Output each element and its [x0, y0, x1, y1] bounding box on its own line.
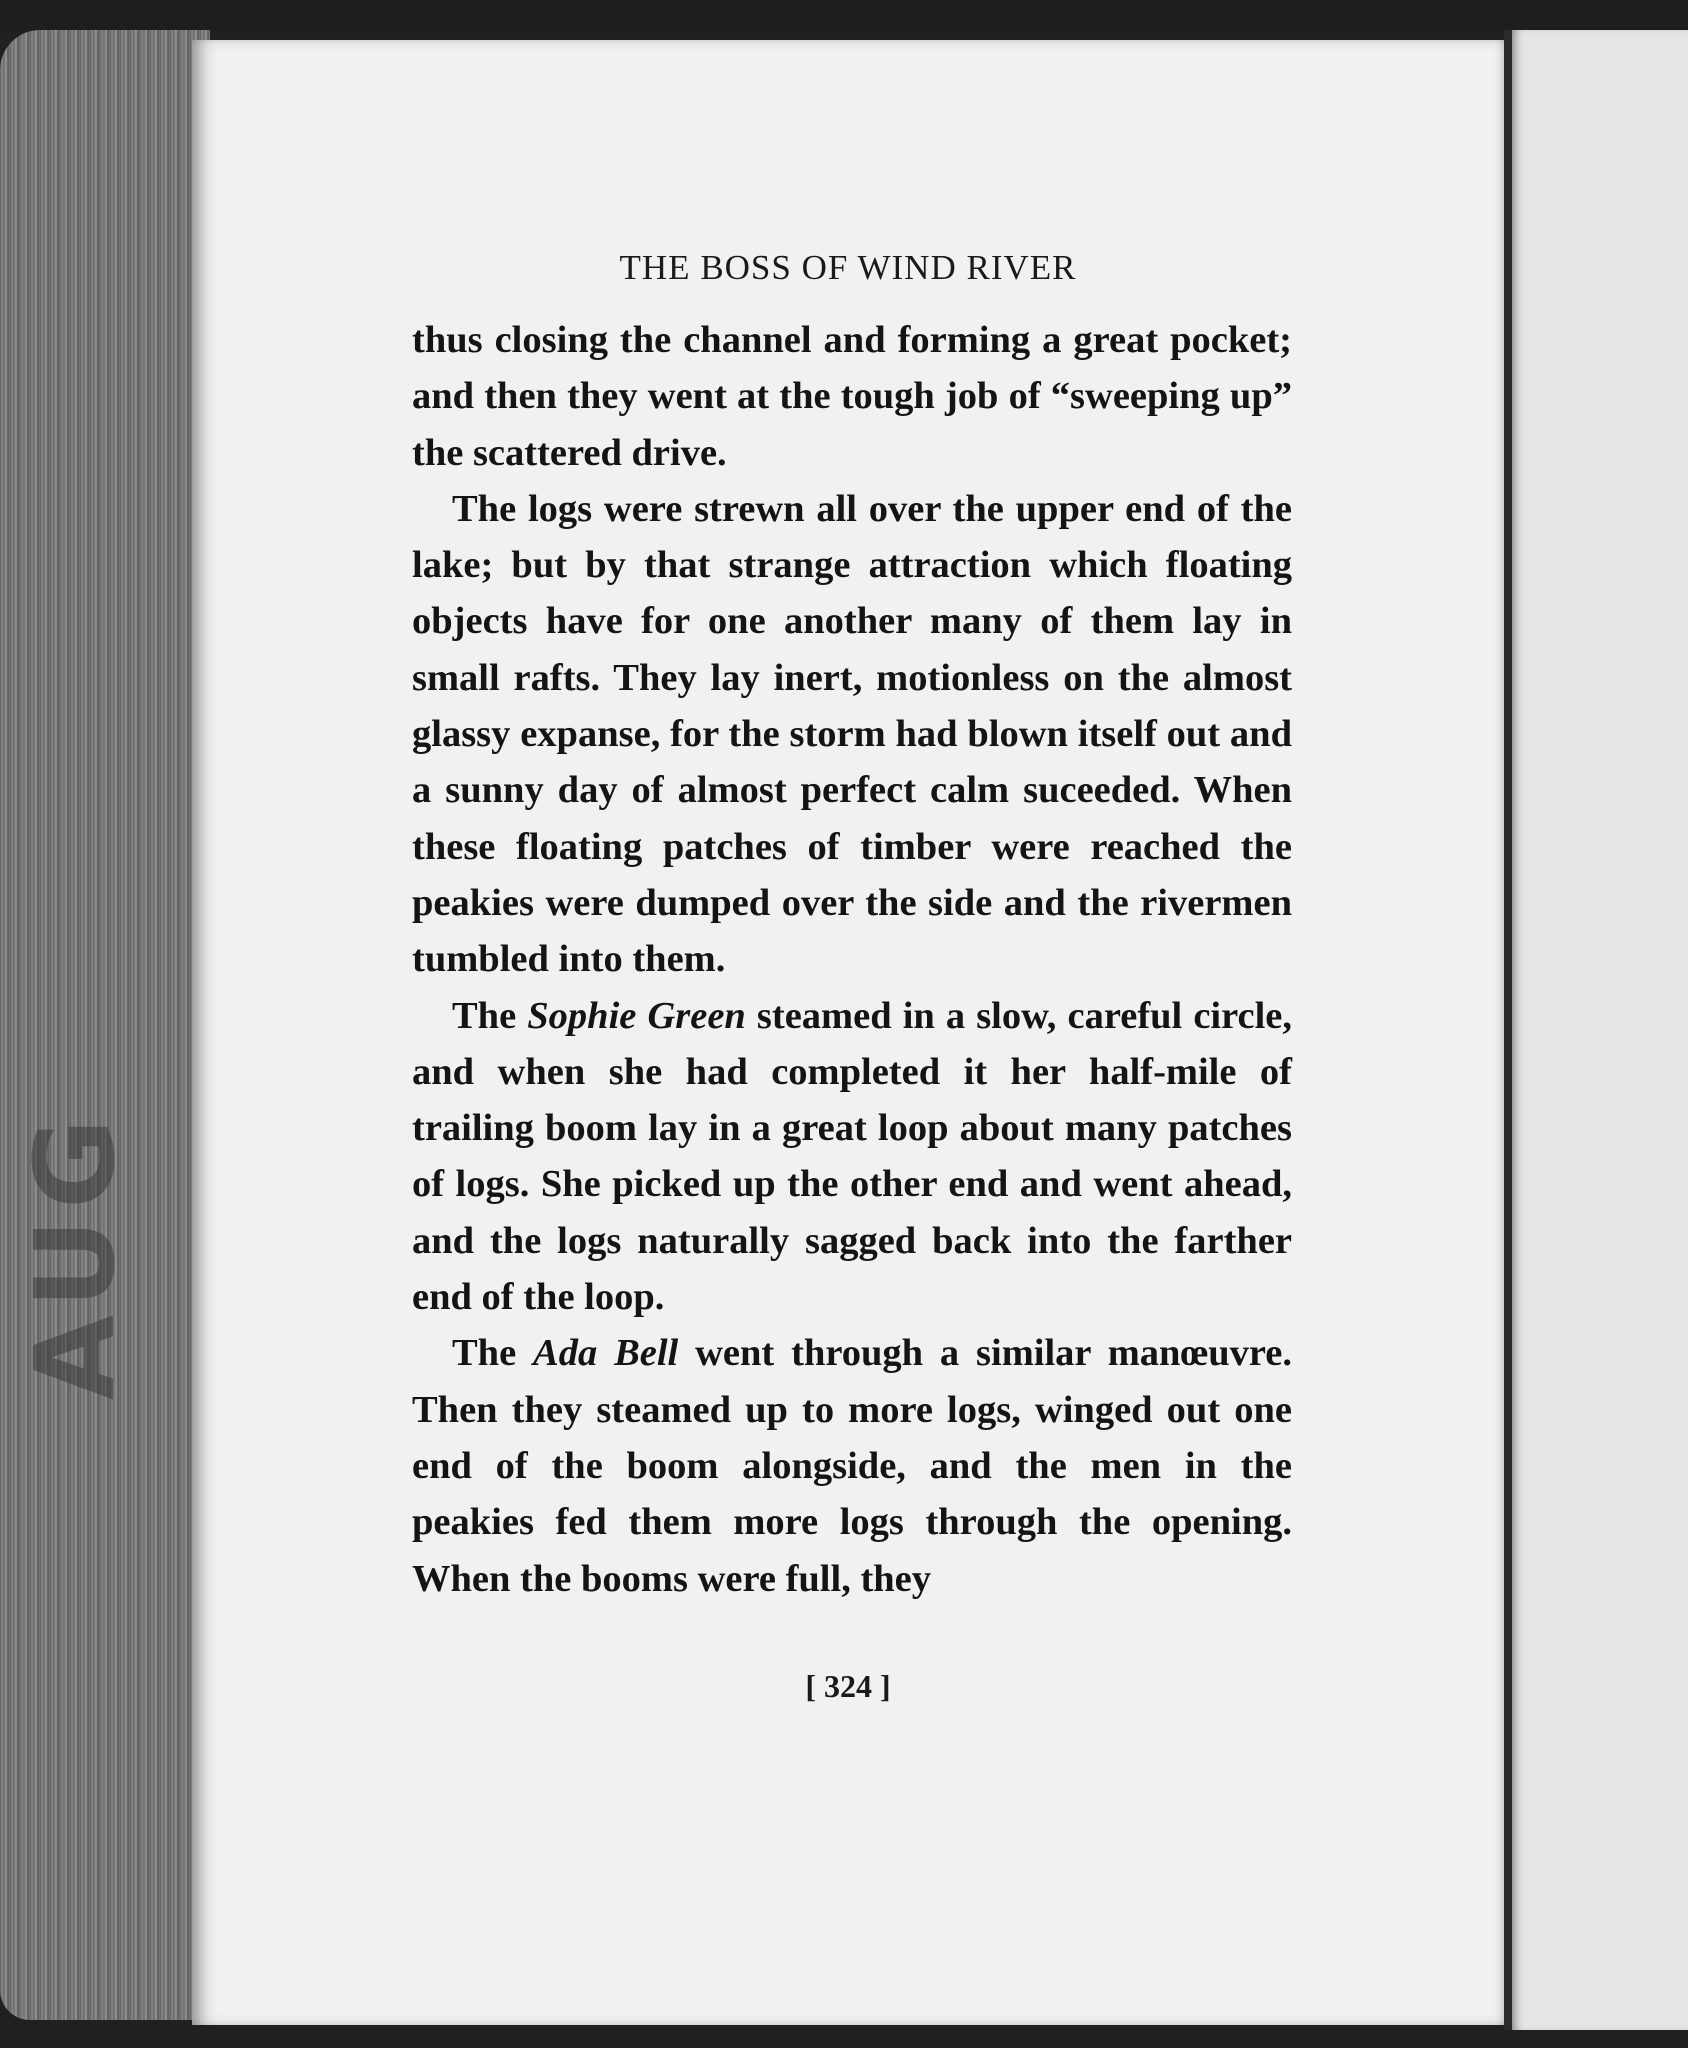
paragraph-text: The logs were strewn all over the upper end of the lake; but by that strange attraction which floating objects have for one another many of them lay in small rafts. They lay inert, motionless on the almost glassy expanse, for the storm had blown itself out and a sunny day of almost perfect calm suceeded. When these floating patches of timber were reached the peakies were dumped over the side and the rivermen tumbled into them.	[412, 487, 1292, 981]
italic-title: Ada Bell	[533, 1332, 679, 1375]
paragraph-text: The	[452, 1332, 534, 1375]
paragraph-text: went through a similar manœuvre. Then they steamed up to more logs, winged out one end of the boom alongside, and the men in the peakies fed them more logs through the opening. When the booms were full, they	[412, 1332, 1292, 1600]
gutter	[1504, 30, 1512, 2030]
paragraph-text: steamed in a slow, careful circle, and when she had completed it her half-mile of trailing boom lay in a great loop about many patches of logs. She picked up the other end and went ahead, and the logs naturally sagged back into the farther end of the loop.	[412, 994, 1293, 1319]
body-text	[412, 312, 1292, 1607]
edge-stamp: AUG	[11, 1108, 139, 1400]
paragraph	[412, 988, 1292, 1326]
paragraph	[412, 1325, 1292, 1606]
paragraph	[412, 312, 1292, 481]
facing-page	[1512, 30, 1688, 2030]
page-number: [ 324 ]	[805, 1668, 891, 1704]
paragraph	[412, 481, 1292, 988]
paragraph-text: The	[452, 994, 528, 1037]
page-edges	[0, 30, 210, 2020]
book-page	[192, 40, 1504, 2025]
italic-title: Sophie Green	[527, 994, 746, 1037]
paragraph-text: thus closing the channel and forming a great pocket; and then they went at the tough job of “sweeping up” the scattered drive.	[412, 319, 1292, 474]
running-head: THE BOSS OF WIND RIVER	[619, 248, 1077, 287]
background-band	[0, 0, 1688, 30]
